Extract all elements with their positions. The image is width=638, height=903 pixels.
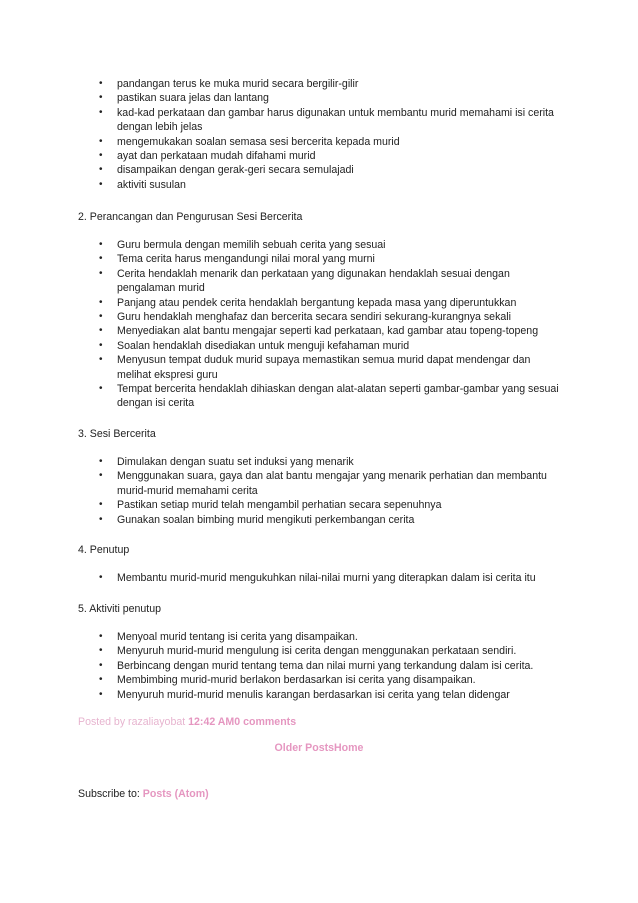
section2-heading: 2. Perancangan dan Pengurusan Sesi Bercerita	[78, 211, 303, 223]
list-item: • pastikan suara jelas dan lantang	[117, 91, 567, 105]
list-item: • Menyoal murid tentang isi cerita yang disampaikan.	[117, 630, 567, 644]
home-link[interactable]: Home	[334, 742, 364, 754]
older-posts-link[interactable]: Older Posts	[274, 742, 335, 754]
list-item: • Tempat bercerita hendaklah dihiaskan dengan alat-alatan seperti gambar-gambar yang sesuai dengan isi cerita	[117, 382, 567, 411]
post-time-link[interactable]: 12:42 AM	[188, 716, 235, 728]
comments-link[interactable]: 0 comments	[234, 716, 297, 728]
list-item: • Tema cerita harus mengandungi nilai moral yang murni	[117, 252, 567, 266]
list-item: • kad-kad perkataan dan gambar harus digunakan untuk membantu murid memahami isi cerita dengan lebih jelas	[117, 106, 567, 135]
list-item: • mengemukakan soalan semasa sesi bercerita kepada murid	[117, 135, 567, 149]
post-footer	[78, 716, 296, 728]
posted-by-label: Posted by razaliayobat	[78, 716, 186, 728]
list-item: • Menyuruh murid-murid mengulung isi cerita dengan menggunakan perkataan sendiri.	[117, 644, 567, 658]
list-item: • pandangan terus ke muka murid secara bergilir-gilir	[117, 77, 567, 91]
section1-list	[117, 77, 567, 192]
list-item: • Menyediakan alat bantu mengajar seperti kad perkataan, kad gambar atau topeng-topeng	[117, 324, 567, 338]
list-item: • Cerita hendaklah menarik dan perkataan yang digunakan hendaklah sesuai dengan pengalaman murid	[117, 267, 567, 296]
list-item: • Berbincang dengan murid tentang tema dan nilai murni yang terkandung dalam isi cerita.	[117, 659, 567, 673]
section3-list	[117, 455, 567, 527]
list-item: • Dimulakan dengan suatu set induksi yang menarik	[117, 455, 567, 469]
list-item: • Guru hendaklah menghafaz dan bercerita secara sendiri sekurang-kurangnya sekali	[117, 310, 567, 324]
section5-heading: 5. Aktiviti penutup	[78, 603, 162, 615]
blog-pager	[0, 742, 638, 754]
section3-heading: 3. Sesi Bercerita	[78, 428, 156, 440]
list-item: • Panjang atau pendek cerita hendaklah bergantung kepada masa yang diperuntukkan	[117, 296, 567, 310]
list-item: • Guru bermula dengan memilih sebuah cerita yang sesuai	[117, 238, 567, 252]
section2-list	[117, 238, 567, 411]
list-item: • ayat dan perkataan mudah difahami murid	[117, 149, 567, 163]
subscribe-line	[78, 788, 209, 800]
list-item: • aktiviti susulan	[117, 178, 567, 192]
list-item: • Menggunakan suara, gaya dan alat bantu mengajar yang menarik perhatian dan membantu murid-murid memahami cerita	[117, 469, 567, 498]
list-item: • Menyuruh murid-murid menulis karangan berdasarkan isi cerita yang telan didengar	[117, 688, 567, 702]
list-item: • disampaikan dengan gerak-geri secara semulajadi	[117, 163, 567, 177]
section4-heading: 4. Penutup	[78, 544, 130, 556]
posts-atom-link[interactable]: Posts (Atom)	[142, 788, 209, 800]
list-item: • Gunakan soalan bimbing murid mengikuti perkembangan cerita	[117, 513, 567, 527]
section4-list	[117, 571, 567, 585]
section5-list	[117, 630, 567, 702]
list-item: • Membimbing murid-murid berlakon berdasarkan isi cerita yang disampaikan.	[117, 673, 567, 687]
list-item: • Menyusun tempat duduk murid supaya memastikan semua murid dapat mendengar dan melihat ekspresi guru	[117, 353, 567, 382]
list-item: • Membantu murid-murid mengukuhkan nilai-nilai murni yang diterapkan dalam isi cerita itu	[117, 571, 567, 585]
subscribe-label: Subscribe to:	[78, 788, 143, 800]
list-item: • Pastikan setiap murid telah mengambil perhatian secara sepenuhnya	[117, 498, 567, 512]
list-item: • Soalan hendaklah disediakan untuk menguji kefahaman murid	[117, 339, 567, 353]
